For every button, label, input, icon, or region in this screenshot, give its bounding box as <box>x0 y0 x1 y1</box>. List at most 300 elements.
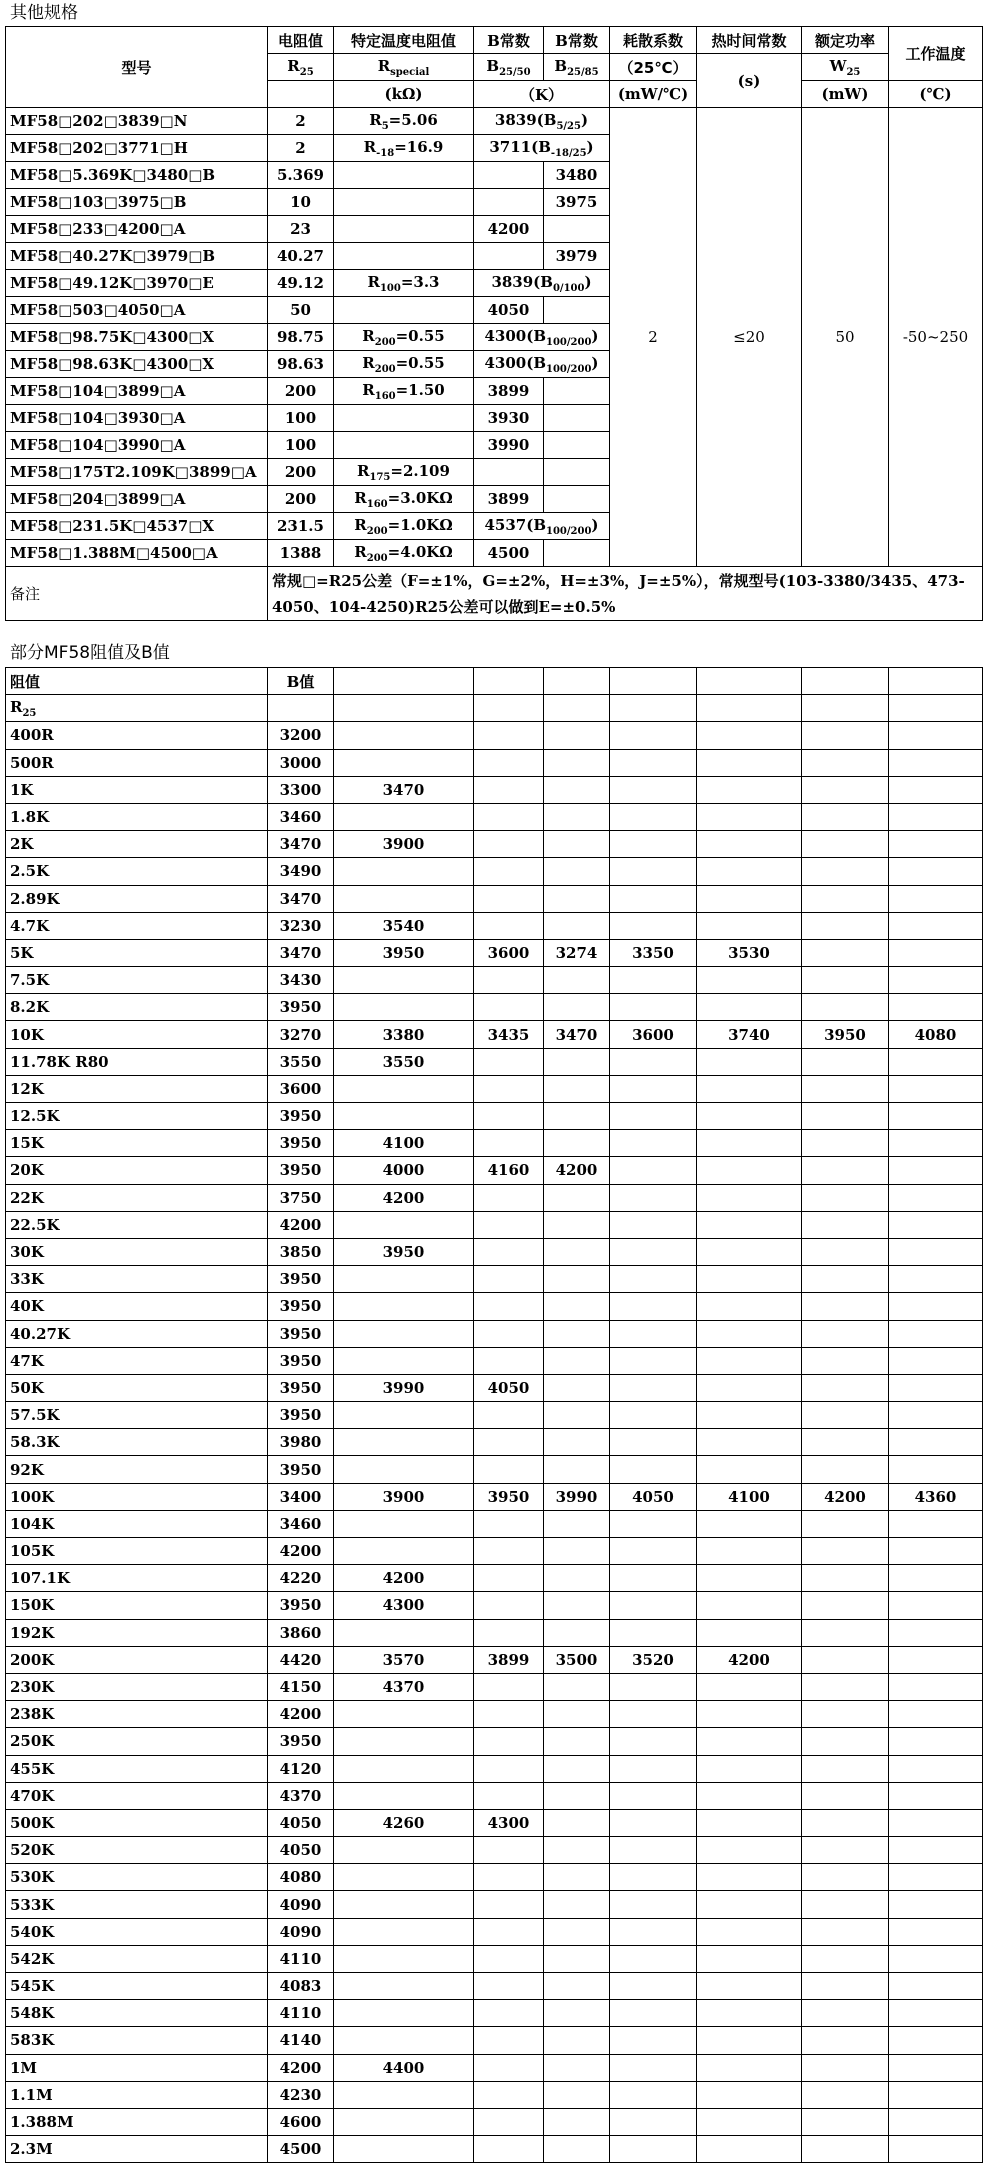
b-value-cell <box>697 1809 802 1836</box>
b-value-cell: 3950 <box>268 1130 334 1157</box>
note-label: 备注 <box>6 567 268 621</box>
b-value-cell <box>610 2027 697 2054</box>
b-value-cell <box>697 1973 802 2000</box>
b-value-cell <box>544 749 610 776</box>
b-value-cell <box>697 912 802 939</box>
resistance-cell: 542K <box>6 1945 268 1972</box>
b-value-cell <box>474 776 544 803</box>
b-value-cell <box>802 1755 889 1782</box>
b2585-cell: 3975 <box>544 189 610 216</box>
header-w25: $W_{25}$ <box>802 54 889 81</box>
b-value-cell <box>802 803 889 830</box>
dissipation-cell: 2 <box>610 108 697 567</box>
b-value-cell <box>334 1266 474 1293</box>
header-temp25: （25℃） <box>610 54 697 81</box>
b-value-cell: 3900 <box>334 1483 474 1510</box>
table-row <box>6 722 983 749</box>
b-value-cell <box>334 2108 474 2135</box>
b-value-cell <box>544 2027 610 2054</box>
b-value-cell <box>544 1538 610 1565</box>
b-value-cell <box>889 1918 983 1945</box>
b-value-cell <box>474 2081 544 2108</box>
b-value-cell <box>544 776 610 803</box>
b-value-cell <box>334 2081 474 2108</box>
b-value-cell <box>544 1565 610 1592</box>
b-value-cell <box>889 2000 983 2027</box>
b-value-cell <box>697 2136 802 2163</box>
b-value-cell <box>474 1592 544 1619</box>
r25-cell: 98.75 <box>268 324 334 351</box>
table-row <box>6 2027 983 2054</box>
b-value-cell: 4230 <box>268 2081 334 2108</box>
b-value-cell: 3470 <box>268 831 334 858</box>
resistance-cell: 7.5K <box>6 967 268 994</box>
header-r25: $R_{25}$ <box>268 54 334 81</box>
b-value-cell: 4140 <box>268 2027 334 2054</box>
b-value-cell <box>544 1592 610 1619</box>
b-value-cell <box>889 967 983 994</box>
resistance-cell: 10K <box>6 1021 268 1048</box>
resistance-cell: 150K <box>6 1592 268 1619</box>
resistance-cell: 533K <box>6 1891 268 1918</box>
b-value-cell: 3950 <box>268 1320 334 1347</box>
resistance-cell: 12.5K <box>6 1103 268 1130</box>
header-b2550: $B_{25/50}$ <box>474 54 544 81</box>
table-row <box>6 967 983 994</box>
special-resistance-cell: $R_{175}=2.109$ <box>334 459 474 486</box>
resistance-cell: 238K <box>6 1701 268 1728</box>
b2550-cell <box>474 162 544 189</box>
b-value-cell: 3980 <box>268 1429 334 1456</box>
b-value-cell <box>697 1510 802 1537</box>
b-value-cell: 3270 <box>268 1021 334 1048</box>
b-value-cell <box>334 858 474 885</box>
resistance-cell: 2.5K <box>6 858 268 885</box>
b-value-cell <box>697 1238 802 1265</box>
table-row <box>6 1238 983 1265</box>
b-value-cell <box>697 1891 802 1918</box>
b-value-cell <box>889 1374 983 1401</box>
table-row <box>6 1755 983 1782</box>
b-value-cell <box>802 1673 889 1700</box>
b-value-cell <box>610 1973 697 2000</box>
b-value-cell <box>697 1864 802 1891</box>
b2550-cell <box>474 459 544 486</box>
b-value-cell: 4050 <box>268 1837 334 1864</box>
b-value-cell <box>697 1130 802 1157</box>
b-value-cell <box>474 2108 544 2135</box>
b-value-cell <box>334 1429 474 1456</box>
b-value-cell: 4110 <box>268 2000 334 2027</box>
b-value-cell <box>889 1103 983 1130</box>
b-value-cell <box>544 1864 610 1891</box>
b-value-cell <box>334 1837 474 1864</box>
special-resistance-cell <box>334 162 474 189</box>
b-value-cell <box>697 776 802 803</box>
b-value-cell <box>544 1075 610 1102</box>
b-value-cell <box>889 1347 983 1374</box>
b-value-cell <box>697 1347 802 1374</box>
model-cell: MF58□103□3975□B <box>6 189 268 216</box>
b-value-cell: 4420 <box>268 1646 334 1673</box>
b-value-cell <box>334 749 474 776</box>
b-value-cell <box>544 1429 610 1456</box>
b-value-cell <box>697 2000 802 2027</box>
b-value-cell <box>697 2027 802 2054</box>
b-value-cell <box>802 1728 889 1755</box>
b-value-cell <box>802 1075 889 1102</box>
b-value-cell <box>474 1973 544 2000</box>
b-value-cell <box>544 1809 610 1836</box>
b-value-cell: 3460 <box>268 803 334 830</box>
b-value-cell <box>334 803 474 830</box>
resistance-cell: 520K <box>6 1837 268 1864</box>
b2550-cell: 4500 <box>474 540 544 567</box>
b-value-cell <box>697 2108 802 2135</box>
unit-mw-c: (mW/℃) <box>610 81 697 108</box>
b-value-cell <box>544 803 610 830</box>
b-value-cell <box>697 1456 802 1483</box>
special-resistance-cell <box>334 189 474 216</box>
b-value-cell <box>802 1809 889 1836</box>
b-value-cell: 4600 <box>268 2108 334 2135</box>
b-value-cell <box>544 2054 610 2081</box>
special-resistance-cell: $R_{160}=1.50$ <box>334 378 474 405</box>
r25-cell: 40.27 <box>268 243 334 270</box>
b-value-cell <box>474 1673 544 1700</box>
b2585-cell: 3979 <box>544 243 610 270</box>
b-value-cell <box>334 1891 474 1918</box>
b-value-cell <box>474 2027 544 2054</box>
table-row <box>6 1320 983 1347</box>
resistance-cell: 500K <box>6 1809 268 1836</box>
b-value-cell: 3990 <box>334 1374 474 1401</box>
resistance-cell: 1.388M <box>6 2108 268 2135</box>
b-value-cell <box>544 831 610 858</box>
b-value-cell <box>474 831 544 858</box>
b-value-cell <box>889 1429 983 1456</box>
b-value-cell: 4300 <box>474 1809 544 1836</box>
resistance-cell: 22.5K <box>6 1211 268 1238</box>
resistance-cell: 20K <box>6 1157 268 1184</box>
b-value-cell <box>610 803 697 830</box>
b-value-cell <box>697 1619 802 1646</box>
b-value-cell: 3950 <box>268 1728 334 1755</box>
b-value-cell <box>474 1266 544 1293</box>
special-resistance-cell <box>334 297 474 324</box>
b-value-cell <box>802 2027 889 2054</box>
b-value-cell <box>334 1945 474 1972</box>
b-value-cell <box>802 1103 889 1130</box>
b-value-cell: 3740 <box>697 1021 802 1048</box>
b-value-cell: 3490 <box>268 858 334 885</box>
b-value-cell <box>802 1864 889 1891</box>
b-value-cell <box>474 2136 544 2163</box>
r25-cell: 2 <box>268 108 334 135</box>
b-value-cell <box>610 1728 697 1755</box>
model-cell: MF58□49.12K□3970□E <box>6 270 268 297</box>
special-resistance-cell: $R_{200}=0.55$ <box>334 351 474 378</box>
header-time-constant: 热时间常数 <box>697 27 802 54</box>
b-value-cell: 4160 <box>474 1157 544 1184</box>
r25-cell: 200 <box>268 486 334 513</box>
b-value-cell <box>334 994 474 1021</box>
model-cell: MF58□5.369K□3480□B <box>6 162 268 189</box>
b-value-cell <box>474 1755 544 1782</box>
b-value-cell <box>544 1945 610 1972</box>
special-resistance-cell: $R_{-18}=16.9$ <box>334 135 474 162</box>
b-value-cell <box>802 1429 889 1456</box>
b-value-cell <box>697 2081 802 2108</box>
b-value-cell: 4100 <box>697 1483 802 1510</box>
work-temp-cell: -50~250 <box>889 108 983 567</box>
b-value-cell <box>889 1592 983 1619</box>
b-value-cell <box>802 2108 889 2135</box>
model-cell: MF58□98.63K□4300□X <box>6 351 268 378</box>
table-row <box>6 1483 983 1510</box>
b-value-cell: 3460 <box>268 1510 334 1537</box>
resistance-cell: 105K <box>6 1538 268 1565</box>
b-value-cell: 3950 <box>474 1483 544 1510</box>
b-value-cell <box>544 858 610 885</box>
table-row <box>6 1130 983 1157</box>
table-row <box>6 1646 983 1673</box>
resistance-cell: 400R <box>6 722 268 749</box>
resistance-cell: 1K <box>6 776 268 803</box>
r25-cell: 2 <box>268 135 334 162</box>
b2550-cell: 3990 <box>474 432 544 459</box>
b-value-cell <box>889 1891 983 1918</box>
b-value-cell <box>802 1238 889 1265</box>
b-value-cell <box>544 994 610 1021</box>
b-value-cell <box>889 1973 983 2000</box>
b-value-cell <box>802 912 889 939</box>
b-value-cell <box>474 1945 544 1972</box>
b-value-cell <box>610 1701 697 1728</box>
b-value-cell <box>697 1837 802 1864</box>
b-value-cell <box>802 1837 889 1864</box>
resistance-cell: 100K <box>6 1483 268 1510</box>
b-value-cell: 3850 <box>268 1238 334 1265</box>
b-value-cell <box>697 1565 802 1592</box>
table-row <box>6 1266 983 1293</box>
b-value-cell <box>889 2136 983 2163</box>
b-value-cell: 3950 <box>268 1266 334 1293</box>
b-value-cell <box>334 1456 474 1483</box>
b-value-cell <box>889 912 983 939</box>
b-value-cell <box>802 994 889 1021</box>
b-value-cell <box>610 1103 697 1130</box>
b-value-cell <box>697 858 802 885</box>
resistance-cell: 107.1K <box>6 1565 268 1592</box>
unit-k: （K） <box>474 81 610 108</box>
b-value-cell <box>610 1130 697 1157</box>
b-value-cell <box>802 1157 889 1184</box>
b-value-cell <box>802 2000 889 2027</box>
special-resistance-cell <box>334 243 474 270</box>
rated-power-cell: 50 <box>802 108 889 567</box>
b-value-cell <box>610 1755 697 1782</box>
b-value-cell <box>474 2054 544 2081</box>
unit-blank <box>268 81 334 108</box>
b-value-cell <box>802 1402 889 1429</box>
b-value-cell: 3570 <box>334 1646 474 1673</box>
b2550-cell: 3930 <box>474 405 544 432</box>
b-value-cell: 4300 <box>334 1592 474 1619</box>
b-value-cell <box>610 912 697 939</box>
b-value-cell <box>334 967 474 994</box>
table-row <box>6 1565 983 1592</box>
resistance-cell: 57.5K <box>6 1402 268 1429</box>
b-value-cell <box>334 1538 474 1565</box>
b-value-cell: 3300 <box>268 776 334 803</box>
b2585-cell <box>544 378 610 405</box>
b-value-cell <box>802 1320 889 1347</box>
b-value-cell: 3950 <box>268 1347 334 1374</box>
b-value-cell <box>334 1402 474 1429</box>
table-row <box>6 803 983 830</box>
header-dissipation: 耗散系数 <box>610 27 697 54</box>
b2585-cell <box>544 459 610 486</box>
b-value-cell <box>610 1538 697 1565</box>
b-value-cell <box>802 1646 889 1673</box>
b-value-cell <box>474 1429 544 1456</box>
b-value-cell <box>697 1266 802 1293</box>
b-value-cell <box>544 1402 610 1429</box>
b-value-cell <box>802 1945 889 1972</box>
b-value-cell <box>889 831 983 858</box>
b-value-cell: 4500 <box>268 2136 334 2163</box>
b2550-cell: 3899 <box>474 378 544 405</box>
b-value-cell <box>544 1673 610 1700</box>
b-value-cell <box>610 2081 697 2108</box>
resistance-cell: 33K <box>6 1266 268 1293</box>
b-value-cell <box>334 1973 474 2000</box>
b-value-cell <box>474 858 544 885</box>
special-resistance-cell: $R_5=5.06$ <box>334 108 474 135</box>
b-value-cell: 4200 <box>268 1701 334 1728</box>
b-value-cell: 3950 <box>268 1157 334 1184</box>
table-row <box>6 912 983 939</box>
b-value-cell: 3540 <box>334 912 474 939</box>
header-rated-power: 额定功率 <box>802 27 889 54</box>
b-value-cell <box>474 1211 544 1238</box>
table-row <box>6 1510 983 1537</box>
b-value-cell <box>474 912 544 939</box>
b-value-cell <box>610 1211 697 1238</box>
b-value-cell <box>544 1347 610 1374</box>
b-value-cell: 3950 <box>268 1374 334 1401</box>
b-value-cell <box>697 1673 802 1700</box>
resistance-cell: 4.7K <box>6 912 268 939</box>
b-value-cell <box>610 831 697 858</box>
model-cell: MF58□503□4050□A <box>6 297 268 324</box>
b-value-cell <box>334 1211 474 1238</box>
table-row <box>6 1103 983 1130</box>
table-row <box>6 1293 983 1320</box>
special-resistance-cell <box>334 216 474 243</box>
b-value-cell <box>610 1320 697 1347</box>
b2550-cell <box>474 189 544 216</box>
b-value-cell <box>802 1973 889 2000</box>
b-value-cell <box>889 803 983 830</box>
b-value-cell <box>610 1673 697 1700</box>
b-value-cell <box>610 2108 697 2135</box>
b-value-cell <box>334 1075 474 1102</box>
b-value-cell <box>474 1728 544 1755</box>
b-value-cell <box>544 1755 610 1782</box>
resistance-cell: 40K <box>6 1293 268 1320</box>
b-value-cell <box>802 1130 889 1157</box>
b-value-cell <box>610 1266 697 1293</box>
b-value-cell: 4120 <box>268 1755 334 1782</box>
b-value-cell <box>474 2000 544 2027</box>
b2550-cell: 3899 <box>474 486 544 513</box>
b-value-cell <box>334 1701 474 1728</box>
b-value-cell: 3200 <box>268 722 334 749</box>
b-value-cell <box>889 1538 983 1565</box>
b-value-cell <box>889 939 983 966</box>
b-value-cell: 4200 <box>268 1211 334 1238</box>
r25-cell: 231.5 <box>268 513 334 540</box>
b-value-cell <box>474 1130 544 1157</box>
resistance-cell: 192K <box>6 1619 268 1646</box>
b-value-cell <box>544 967 610 994</box>
b-value-cell <box>697 967 802 994</box>
b-value-cell <box>802 831 889 858</box>
special-resistance-cell <box>334 432 474 459</box>
b-value-cell <box>697 1592 802 1619</box>
spec-row <box>6 108 983 135</box>
b-value-cell <box>610 1402 697 1429</box>
b-value-cell: 4360 <box>889 1483 983 1510</box>
table-row <box>6 831 983 858</box>
b-value-cell <box>544 1973 610 2000</box>
section-title-mf58-values: 部分MF58阻值及B值 <box>10 643 170 663</box>
b-value-cell <box>889 2054 983 2081</box>
b-value-cell <box>610 2136 697 2163</box>
b-value-cell: 4050 <box>268 1809 334 1836</box>
b-value-cell <box>889 994 983 1021</box>
table-row <box>6 1918 983 1945</box>
b-value-cell <box>802 2054 889 2081</box>
table-row <box>6 1782 983 1809</box>
specs-table <box>5 26 983 621</box>
b-value-cell <box>889 1510 983 1537</box>
b-value-cell <box>697 2054 802 2081</box>
b-value-cell: 4050 <box>610 1483 697 1510</box>
b-value-cell <box>697 1728 802 1755</box>
table-row <box>6 1538 983 1565</box>
b-value-cell <box>610 1565 697 1592</box>
b-value-cell: 3950 <box>802 1021 889 1048</box>
r25-cell: 100 <box>268 432 334 459</box>
b-value-cell: 3950 <box>334 1238 474 1265</box>
b-value-cell <box>889 858 983 885</box>
resistance-cell: 548K <box>6 2000 268 2027</box>
b-value-cell <box>544 1184 610 1211</box>
b-value-cell <box>474 1510 544 1537</box>
b-value-cell <box>697 1782 802 1809</box>
b-value-cell <box>474 1782 544 1809</box>
b-value-cell <box>697 1293 802 1320</box>
special-resistance-cell: $R_{200}=4.0K\Omega$ <box>334 540 474 567</box>
b-value-cell: 3950 <box>268 1456 334 1483</box>
b-value-cell <box>610 1918 697 1945</box>
b-value-cell: 3435 <box>474 1021 544 1048</box>
b-value-cell <box>610 1510 697 1537</box>
resistance-cell: 1.8K <box>6 803 268 830</box>
